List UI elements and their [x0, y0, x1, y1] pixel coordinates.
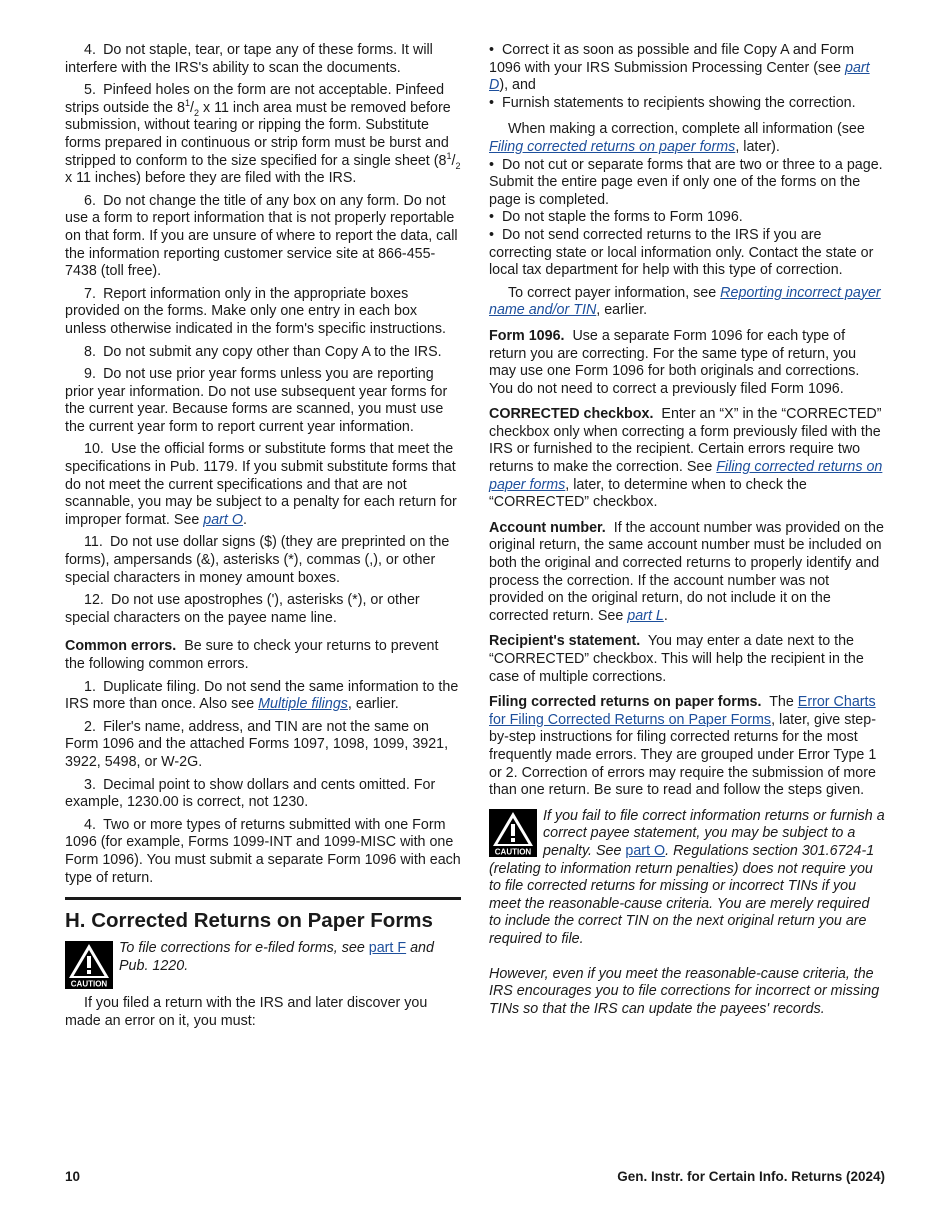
caution-text-penalty: If you fail to file correct information returns or furnish a correct payee statement, you may be subject to a penalty. See part O. Regulations section 301.6724-1 (relating to information return penalties) does not require you to file corrected returns for missing or incorrect TINs if you meet the reasonable-cause criteria. You are merely required to include the correct TIN on the next original return you are required to file. [489, 807, 885, 947]
recipient-statement-heading: Recipient's statement. [489, 633, 641, 650]
bullet-icon: • [489, 226, 495, 243]
bullet-do-not-cut: • Do not cut or separate forms that are two or three to a page. Submit the entire page even if only one of the forms on the page is completed. [489, 156, 883, 208]
bullet-do-not-send: • Do not send corrected returns to the IRS if you are correcting state or local information only. Contact the state or local tax department for help with this type of correction. [489, 226, 874, 279]
svg-text:CAUTION: CAUTION [494, 847, 532, 857]
common-error-1: 1. Duplicate filing. Do not send the same information to the IRS more than once. Also see Multiple filings, earlier. [65, 678, 459, 713]
account-number-heading: Account number. [489, 519, 606, 536]
filing-corrected-returns-link[interactable]: Filing corrected returns on paper forms [489, 138, 736, 155]
left-column [65, 42, 461, 1035]
error-charts-link[interactable]: Error Charts for Filing Corrected Returns on Paper Forms [489, 694, 876, 728]
section-h-intro: If you filed a return with the IRS and later discover you made an error on it, you must: [65, 995, 428, 1029]
multiple-filings-link[interactable]: Multiple filings [258, 696, 348, 713]
instruction-item-8: 8. Do not submit any copy other than Copy A to the IRS. [84, 343, 442, 360]
bullet-do-not-staple: • Do not staple the forms to Form 1096. [489, 209, 743, 226]
common-errors-heading: Common errors. [65, 638, 177, 655]
filing-corrected-heading: Filing corrected returns on paper forms. [489, 694, 762, 711]
part-d-link[interactable]: part D [489, 59, 870, 94]
recipient-statement-paragraph: Recipient's statement. You may enter a date next to the “CORRECTED” checkbox. This will help the recipient in the case of multiple corrections. [489, 633, 864, 685]
bullet-icon: • [489, 156, 495, 173]
common-error-4: 4. Two or more types of returns submitted with one Form 1096 (for example, Forms 1099-INT and 1099-MISC with one Form 1096). You must submit a separate Form 1096 with each type of return. [65, 816, 461, 886]
caution-note-efile [65, 940, 461, 989]
instruction-item-7: 7. Report information only in the appropriate boxes provided on the forms. Make only one entry in each box unless otherwise indicated in the form's specific instructions. [65, 285, 446, 337]
document-title: Gen. Instr. for Certain Info. Returns (2024) [617, 1169, 885, 1184]
part-o-link-2[interactable]: part O [625, 842, 666, 859]
part-l-link[interactable]: part L [627, 607, 664, 624]
section-h-title: H. Corrected Returns on Paper Forms [65, 909, 433, 933]
form-1096-heading: Form 1096. [489, 327, 565, 344]
svg-text:CAUTION: CAUTION [70, 979, 108, 989]
instruction-item-4: 4. Do not staple, tear, or tape any of these forms. It will interfere with the IRS's ability to scan the documents. [65, 42, 433, 76]
common-error-3: 3. Decimal point to show dollars and cents omitted. For example, 1230.00 is correct, not 1230. [65, 776, 436, 811]
corrected-checkbox-paragraph: CORRECTED checkbox. Enter an “X” in the “CORRECTED” checkbox only when correcting a form previously filed with the IRS or furnished to the recipient. Certain errors require two returns to make the correction. See Filing corrected returns on paper forms, later, to determine when to check the “CORRECTED” checkbox. [489, 406, 883, 511]
instruction-item-9: 9. Do not use prior year forms unless you are reporting prior year information. Do not use subsequent year forms for the current year. Because forms are scanned, you must use the current year form to report current year information. [65, 366, 448, 435]
bullet-icon: • [489, 42, 495, 58]
bullet-icon: • [489, 209, 495, 226]
instruction-item-11: 11. Do not use dollar signs ($) (they are preprinted on the forms), ampersands (&), asterisks (*), commas (,), or other special characters in money amount boxes. [65, 534, 450, 586]
filing-corrected-returns-link-2[interactable]: Filing corrected returns on paper forms [489, 459, 883, 493]
common-errors-intro: Common errors. Be sure to check your returns to prevent the following common errors. [65, 638, 439, 672]
page-number: 10 [65, 1169, 81, 1184]
correct-payer-info: To correct payer information, see Reporting incorrect payer name and/or TIN, earlier. [489, 284, 881, 319]
part-f-link[interactable]: part F [368, 940, 407, 957]
instruction-item-5: 5. Pinfeed holes on the form are not acceptable. Pinfeed strips outside the $8^1/_2$ x 11 inch area must be removed before submission, without tearing or ripping the form. Substitute forms prepared in continuous or strip form must be burst and stripped to conform to the size specified for a single sheet ($8^1/_2$ x 11 inches) before they are filed with the IRS. [65, 82, 461, 187]
bullet-icon: • [489, 94, 495, 111]
corrected-checkbox-heading: CORRECTED checkbox. [489, 406, 654, 423]
right-column [489, 42, 885, 1018]
when-making-correction: When making a correction, complete all information (see Filing corrected returns on paper forms, later). [489, 121, 865, 155]
part-o-link[interactable]: part O [203, 511, 243, 528]
filing-corrected-paragraph: Filing corrected returns on paper forms. The Error Charts for Filing Corrected Returns on Paper Forms, later, give step-by-step instructions for filing corrected returns for the most frequently made errors. They are grouped under Error Type 1 or 2. Correction of errors may require the submission of more than one return. Be sure to read and follow the steps given. [489, 694, 877, 799]
section-divider [65, 897, 461, 900]
instruction-item-12: 12. Do not use apostrophes ('), asterisks (*), or other special characters on the payee name line. [65, 592, 420, 626]
bullet-correct-asap: • Correct it as soon as possible and file Copy A and Form 1096 with your IRS Submission Processing Center (see part D), and [489, 42, 870, 94]
bullet-furnish-statements: • Furnish statements to recipients showing the correction. [489, 94, 856, 111]
instruction-item-6: 6. Do not change the title of any box on any form. Do not use a form to report information that is not properly reportable on that form. If you are unsure of where to report the data, call the information reporting customer service site at 866-455-7438 (toll free). [65, 192, 458, 280]
instruction-item-10: 10. Use the official forms or substitute forms that meet the specifications in Pub. 1179. If you submit substitute forms that do not meet the current specifications and that are not scannable, you may be subject to a penalty for each return for improper format. See part O. [65, 441, 457, 528]
caution-icon [65, 941, 113, 989]
form-1096-paragraph: Form 1096. Use a separate Form 1096 for each type of return you are correcting. For the same type of return, you may use one Form 1096 for both originals and corrections. You do not need to correct a previously filed Form 1096. [489, 327, 860, 397]
caution-icon [489, 809, 537, 857]
caution-text-reasonable-cause: However, even if you meet the reasonable-cause criteria, the IRS encourages you to file corrections for incorrect or missing TINs so that the IRS can update the payees' records. [489, 965, 880, 1017]
caution-note-penalty [489, 808, 885, 1019]
account-number-paragraph: Account number. If the account number was provided on the original return, the same account number must be included on both the original and corrected returns to properly identify and process the correction. If the account number was not provided on the original return, do not include it on the corrected return. See part L. [489, 519, 884, 624]
common-error-2: 2. Filer's name, address, and TIN are not the same on Form 1096 and the attached Forms 1097, 1098, 1099, 3921, 3922, 5498, or W-2G. [65, 718, 449, 770]
caution-text-efile: To file corrections for e-filed forms, see part F and Pub. 1220. [119, 940, 434, 974]
reporting-incorrect-payer-link[interactable]: Reporting incorrect payer name and/or TIN [489, 284, 881, 319]
